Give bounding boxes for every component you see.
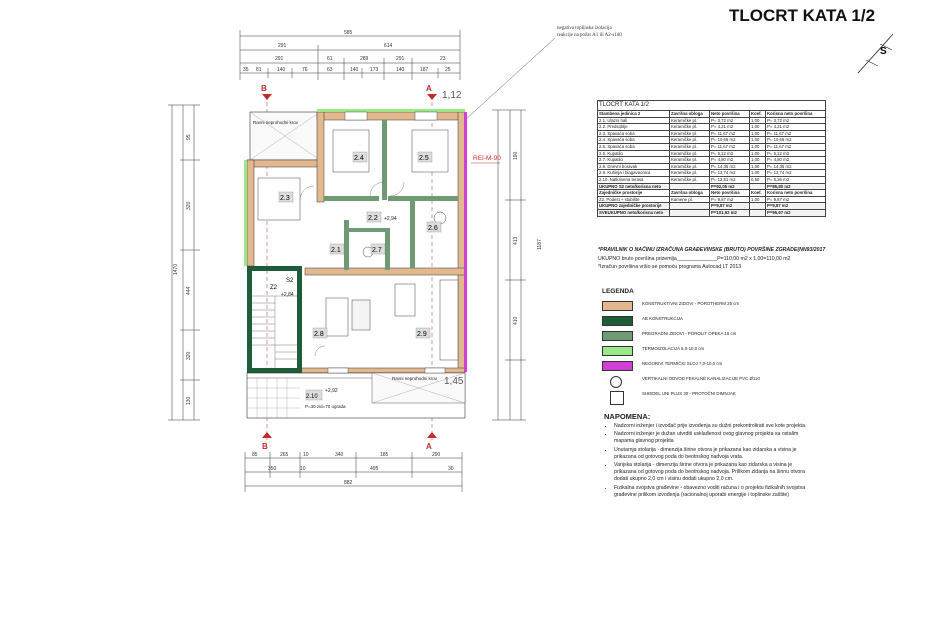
dim-label: 614 [384, 43, 393, 49]
legend-item [602, 346, 822, 360]
section-mark-b-bottom: B [262, 442, 268, 451]
notes-section [604, 412, 809, 500]
legend-item [602, 331, 822, 345]
legend-swatch [610, 376, 622, 388]
legend [602, 288, 760, 411]
level-mark: +2,94 [384, 216, 397, 222]
room-label: S2 [286, 278, 294, 284]
area-table [597, 100, 825, 217]
table-row: 2.9. Kuhinja i blagavaonica Keramičke pl. P= 13,74 m2 1,00 P= 13,74 m2 [598, 170, 826, 177]
level-mark: +2,84 [281, 292, 294, 298]
software-note: *Izračun površina vršio se pomoću programa Autocad LT 2013 [598, 264, 742, 270]
dim-label: 10 [300, 466, 306, 472]
bottom-dimension-lines [245, 452, 462, 492]
table-row: 2.6. Kupatilo Keramičke pl. P= 5,12 m2 1,00 P= 5,12 m2 [598, 150, 826, 157]
north-label: S [880, 46, 887, 57]
section-mark-a-bottom: A [426, 442, 432, 451]
dim-label: 85 [252, 452, 258, 458]
legend-item [602, 391, 822, 405]
left-dimension-labels [173, 134, 192, 405]
table-row: 2.8. Dnevni boravak Keramičke pl. P= 14,35 m2 1,00 P= 14,35 m2 [598, 163, 826, 170]
common-total-row: UKUPNO zajedničke prostorije P=9,87 m2 P=9,87 m2 [598, 203, 826, 210]
legend-label: TERMOIZOLACIJA 6,0-10,0 cm [642, 346, 705, 351]
elevation-top: 1,12 [442, 90, 462, 101]
dim-label: 410 [513, 316, 519, 325]
subtotal-row: UKUPNO S2 neto/korisna neto P=92,05 m2 P=85,80 m2 [598, 183, 826, 190]
dim-label: 25 [445, 67, 451, 73]
dim-label: 95 [186, 134, 192, 140]
dim-label: 130 [186, 396, 192, 405]
room-label: 2.6 [428, 225, 438, 232]
sheet-title: TLOCRT KATA 1/2 [729, 6, 876, 25]
legend-label: AB KONSTRUKCIJA [642, 316, 683, 321]
dim-label: 190 [513, 151, 519, 160]
dim-label: 291 [278, 43, 287, 49]
left-dimension-lines [168, 105, 200, 420]
legend-label: SHIEDEL UNI PLUS 20 - PROTOČNI DIMNJAK [642, 391, 736, 396]
north-arrow-icon [858, 34, 893, 73]
dim-label: 291 [396, 56, 405, 62]
roof-note: Ravni neprohodni krov [392, 376, 438, 381]
table-row: 2.3. Spavaća soba Keramičke pl. P= 11,67 m2 1,00 P= 11,67 m2 [598, 130, 826, 137]
room-label: 2.4 [354, 155, 364, 162]
legend-label: VERTIKALNI ODVOD FEKALNE KANALIZACIJE PVC Ø110 [642, 376, 760, 381]
dim-label: 61 [327, 56, 333, 62]
common-header-row: Zajedničke prostorije Završna obloga Neto površina Koef. Korisna neto površina [598, 190, 826, 197]
dim-label: 185 [380, 452, 389, 458]
note-item: • Fizikalna svojstva građevine - obavezno voditi računa i o projektu fizikalnih svojstva građevine prilikom izvođenja (racionalnoj uporabi energije i toplinske zaštite) [614, 485, 809, 499]
dim-label: 140 [396, 67, 405, 73]
dim-label: 882 [344, 480, 353, 486]
room-label: 2.9 [417, 331, 427, 338]
dim-label: 265 [280, 452, 289, 458]
dim-label: 35 [243, 67, 249, 73]
room-label: 2.5 [419, 155, 429, 162]
dim-label: 1187 [537, 239, 543, 250]
legend-item [602, 301, 822, 315]
dim-label: 63 [327, 67, 333, 73]
legend-item [602, 376, 822, 390]
dim-label: 340 [335, 452, 344, 458]
dim-label: 10 [303, 452, 309, 458]
legend-item [602, 361, 822, 375]
room-label: Z2 [270, 285, 278, 291]
dim-label: 173 [370, 67, 379, 73]
table-row: 2.7. Kupatilo Keramičke pl. P= 4,80 m2 1,00 P= 4,80 m2 [598, 157, 826, 164]
dim-label: 76 [302, 67, 308, 73]
section-mark-b-top: B [261, 84, 267, 93]
dim-label: 585 [344, 30, 353, 36]
table-row: 2.5. Spavaća soba Keramičke pl. P= 11,67 m2 1,00 P= 11,67 m2 [598, 143, 826, 150]
fire-rating-label: REI-M-90 [473, 155, 501, 162]
room-label: 2.3 [280, 195, 290, 202]
elevation-bottom: 1,45 [444, 376, 464, 387]
table-row: Z2. Podest + stubište Kamene pl. P= 9,87 m2 1,00 P= 9,87 m2 [598, 196, 826, 203]
table-row: 2.1. Ulazni hall Keramičke pl. P= 3,72 m2 1,00 P= 3,72 m2 [598, 117, 826, 124]
dim-label: 320 [186, 351, 192, 360]
legend-swatch [610, 391, 624, 405]
dim-label: 413 [513, 236, 519, 245]
grand-total-row: SVEUKUPNO neto/korisna neto P=101,92 m2 P=95,67 m2 [598, 209, 826, 216]
area-notes [598, 246, 833, 272]
regulation-note: *PRAVILNIK O NAČINU IZRAČUNA GRAĐEVINSKE (BRUTO) POVRŠINE ZGRADE(NN93/2017 [598, 247, 826, 253]
note-item: • Nadzorni inženjer i izvođač prije izvođenja su dužni prekontrolirati sve kote projekta. [614, 423, 809, 430]
dim-label: 290 [432, 452, 441, 458]
note-item: • Nadzorni inženjer je dužan utvrditi usklađenost ovog glavnog projekta sa ostalim mapama glavnog projekta [614, 431, 809, 445]
dim-label: 81 [256, 67, 262, 73]
dim-label: 320 [186, 201, 192, 210]
dim-label: 350 [268, 466, 277, 472]
dim-label: 289 [360, 56, 369, 62]
bottom-dimension-labels [252, 452, 454, 486]
roof-note: Ravni neprohodni krov [253, 120, 299, 125]
room-label: 2.2 [368, 215, 378, 222]
dim-label: 23 [440, 56, 446, 62]
legend-swatch [602, 361, 633, 371]
dim-label: 444 [186, 286, 192, 295]
legend-swatch [602, 316, 633, 326]
note-item: • Vanjska stolarija - dimenzija širine otvora je prikazana kao zidarska a visina je prikazana od gotovog poda do beotnskog nadvoja. Prilikom zidanja na širinu otvora dodati ukupno 2,0 cm i visinu dodati ukupno 2,0 cm. [614, 462, 809, 484]
notes-title: NAPOMENA: [604, 412, 651, 421]
terrace-note: P=30 zid=70 ograda [305, 404, 346, 409]
level-mark: +2,92 [325, 388, 338, 394]
table-row: 2.2. Predsoblje Keramičke pl. P= 4,21 m2 1,00 P= 4,21 m2 [598, 124, 826, 131]
legend-item [602, 316, 822, 330]
note-item: • Unutarnja stolarija - dimenzija širine otvora je prikazana kao zidarska a visina je prikazana od gotovog poda do beotnskog nadvoja vrata. [614, 447, 809, 461]
area-table-title: TLOCRT KATA 1/2 [598, 101, 826, 111]
gross-area-note: UKUPNO bruto površina prizemlja______________P=110,00 m2 x 1,00=110,00 m2 [598, 255, 791, 262]
legend-title: LEGENDA [602, 288, 634, 295]
callout-line-2: reakcije na požar A1 ili A2-s1d0 [557, 33, 622, 38]
room-label: 2.1 [331, 247, 341, 254]
dim-label: 495 [370, 466, 379, 472]
legend-label: KONSTRUKTIVNI ZIDOVI - POROTHERM 25 cm [642, 301, 740, 306]
room-label: 2.10 [306, 394, 318, 400]
room-label: 2.7 [372, 247, 382, 254]
legend-label: PREGRADNI ZIDOVI - POROLIT OPEKA 15 cm [642, 331, 737, 336]
dim-label: 140 [350, 67, 359, 73]
top-dimension-labels [243, 30, 451, 73]
legend-swatch [602, 301, 633, 311]
callout-leader [465, 38, 555, 120]
area-table-header: Stambena jedinica 2 Završna obloga Neto površina Koef. Korisna neto površina [598, 111, 826, 118]
dim-label: 291 [275, 56, 284, 62]
room-label: 2.8 [314, 331, 324, 338]
callout-line-1: negativa toplinska izolacija [557, 26, 612, 31]
legend-swatch [602, 346, 633, 356]
dim-label: 1470 [173, 263, 179, 275]
legend-swatch [602, 331, 633, 341]
dim-label: 30 [448, 466, 454, 472]
right-dimension-labels [513, 151, 543, 325]
dim-label: 187 [420, 67, 429, 73]
dim-label: 140 [277, 67, 286, 73]
table-row: 2.10. Natkrivena terasa Keramičke pl. P= 12,51 m2 0,50 P= 6,26 m2 [598, 176, 826, 183]
section-mark-a-top: A [426, 84, 432, 93]
legend-label: NEGORIVI TERMIČKI SLOJ 7,0-10,0 cm [642, 361, 723, 366]
table-row: 2.4. Spavaća soba Keramičke pl. P= 10,66 m2 1,00 P= 10,66 m2 [598, 137, 826, 144]
